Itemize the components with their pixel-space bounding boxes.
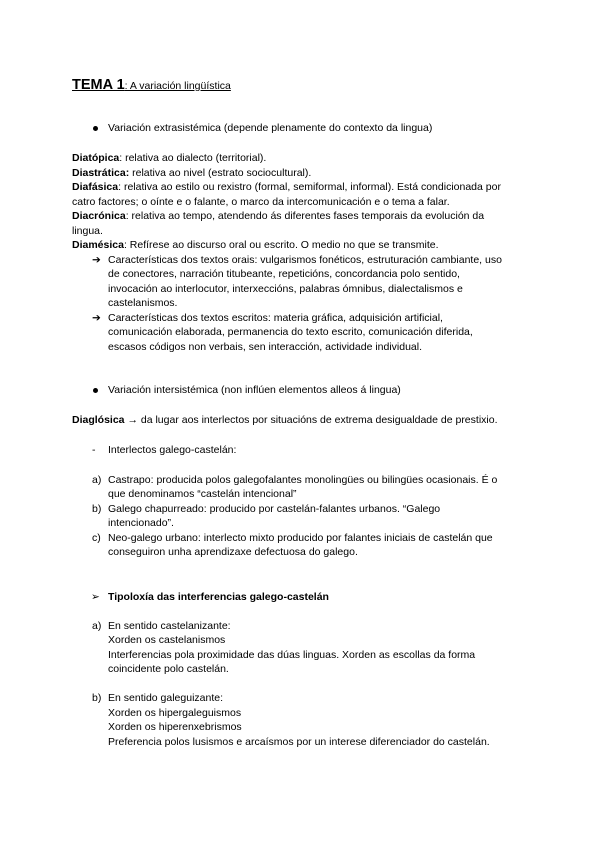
chapurreado-l2: intencionado”. <box>108 517 174 529</box>
def-diaglosica: Diaglósica → da lugar aos interlectos por situacións de extrema desigualdade de prestixio. <box>72 414 498 426</box>
def-diastratica: Diastrática: relativa ao nivel (estrato sociocultural). <box>72 166 312 179</box>
galeguizante-l3: Xorden os hiperenxebrismos <box>108 721 242 733</box>
title-main: TEMA 1 <box>72 77 125 93</box>
def-diatopica: Diatópica: relativa ao dialecto (territorial). <box>72 152 267 164</box>
bullet-icon <box>93 126 98 131</box>
title-sub: : A variación lingüística <box>124 80 231 92</box>
def-diacronica: Diacrónica: relativa ao tempo, atendendo ás diferentes fases temporais da evolución da <box>72 210 485 222</box>
neogalego-l1: Neo-galego urbano: interlecto mixto producido por falantes iniciais de castelán que <box>108 531 493 544</box>
arrow-item-escritos-l1: Características dos textos escritos: materia gráfica, adquisición artificial, <box>108 311 443 324</box>
castelanizante-l2: Xorden os castelanismos <box>108 634 226 646</box>
castelanizante-l3: Interferencias pola proximidade das dúas linguas. Xorden as escollas da forma <box>108 648 476 661</box>
section-extrasistemica: Variación extrasistémica (depende plenamente do contexto da lingua) <box>108 122 433 134</box>
arrow-icon: ➔ <box>92 253 101 266</box>
list-marker: a) <box>92 473 102 486</box>
galeguizante-l4: Preferencia polos lusismos e arcaísmos por un interese diferenciador do castelán. <box>108 735 490 748</box>
page-title <box>72 76 231 93</box>
section-intersistemica: Variación intersistémica (non inflúen elementos alleos á lingua) <box>108 384 401 396</box>
arrow-item-orais-l1: Características dos textos orais: vulgarismos fonéticos, estruturación cambiante, uso <box>108 253 502 266</box>
def-diamesica: Diamésica: Refírese ao discurso oral ou escrito. O medio no que se transmite. <box>72 239 439 251</box>
arrow-item-orais-l3: invocación ao interlocutor, interxeccións, palabras ómnibus, dialectalismos e <box>108 282 463 295</box>
def-diafasica: Diafásica: relativa ao estilo ou rexistro (formal, semiformal, informal). Está condicionada por <box>72 181 501 193</box>
galeguizante-l1: En sentido galeguizante: <box>108 692 224 704</box>
arrow-item-orais-l2: de conectores, narración titubeante, repeticións, concordancia polo sentido, <box>108 268 460 280</box>
tipoloxia-heading: Tipoloxía das interferencias galego-castelán <box>108 590 329 603</box>
castrapo-l1: Castrapo: producida polos galegofalantes monolingües ou bilingües ocasionais. É o <box>108 473 498 486</box>
interlectos-label: Interlectos galego-castelán: <box>108 444 237 456</box>
arrowhead-icon: ➢ <box>91 590 100 603</box>
arrow-item-orais-l4: castelanismos. <box>108 297 178 309</box>
castrapo-l2: que denominamos “castelán intencional” <box>108 488 297 500</box>
galeguizante-l2: Xorden os hipergaleguismos <box>108 706 242 719</box>
bullet-icon <box>93 388 98 393</box>
list-marker: a) <box>92 619 102 632</box>
chapurreado-l1: Galego chapurreado: producido por castelán-falantes urbanos. “Galego <box>108 502 441 515</box>
castelanizante-l4: coincidente polo castelán. <box>108 663 229 675</box>
dash-marker: - <box>92 444 96 456</box>
def-diacronica-cont: lingua. <box>72 224 103 237</box>
arrow-icon: ➔ <box>92 311 101 324</box>
list-marker: c) <box>92 531 101 544</box>
list-marker: b) <box>92 692 102 704</box>
arrow-item-escritos-l3: escasos códigos non verbais, sen interacción, actividade individual. <box>108 340 423 353</box>
def-diafasica-cont: catro factores; o oínte e o falante, o marco da intercomunicación e o tema a falar. <box>72 195 450 208</box>
list-marker: b) <box>92 502 102 515</box>
castelanizante-l1: En sentido castelanizante: <box>108 619 231 632</box>
neogalego-l2: conseguiron unha aprendizaxe defectuosa do galego. <box>108 546 358 558</box>
arrow-item-escritos-l2: comunicación elaborada, permanencia do texto escrito, comunicación diferida, <box>108 326 473 338</box>
